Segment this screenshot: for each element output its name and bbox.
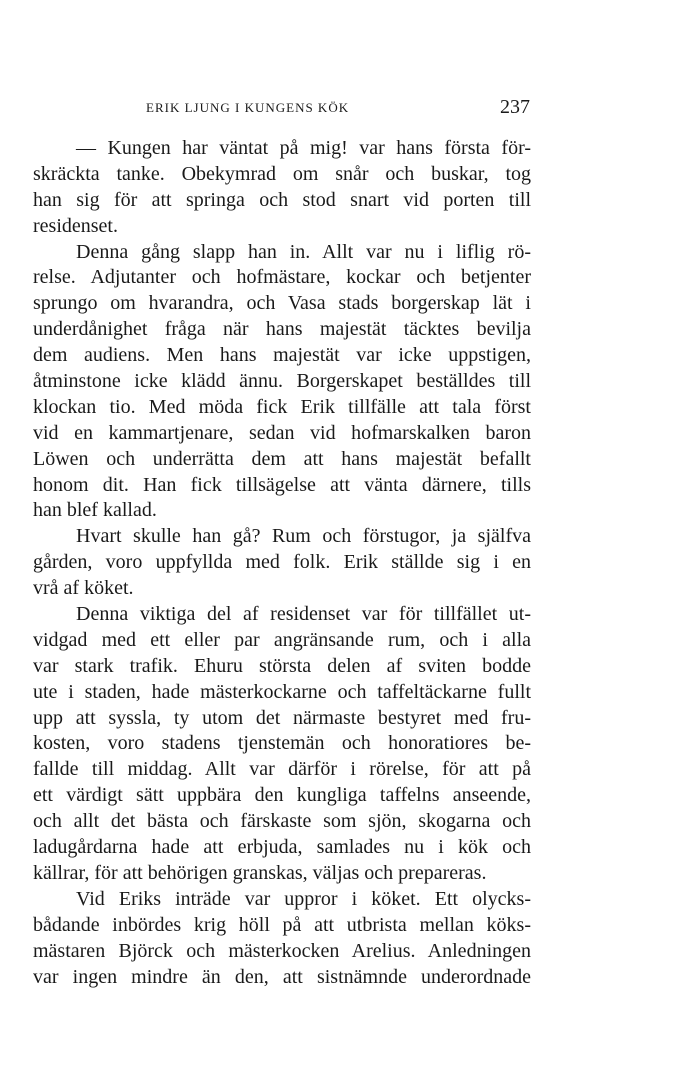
text-line: sprungo om hvarandra, och Vasa stads borgerskap lät i <box>33 292 531 315</box>
text-line: Vid Eriks inträde var uppror i köket. Ett olycks- <box>76 887 531 910</box>
page-number: 237 <box>500 96 530 118</box>
running-title: ERIK LJUNG I KUNGENS KÖK <box>146 100 350 115</box>
text-line: var ingen mindre än den, att sistnämnde underordnade <box>33 965 531 988</box>
text-line: upp att syssla, ty utom det närmaste bestyret med fru- <box>33 706 531 729</box>
text-line: källrar, för att behörigen granskas, väljas och prepareras. <box>33 861 487 884</box>
text-line: åtminstone icke klädd ännu. Borgerskapet beställdes till <box>33 370 531 393</box>
body-text <box>33 136 531 990</box>
text-line: Löwen och underrätta dem att hans majestät befallt <box>33 447 531 470</box>
text-line: kosten, voro stadens tjenstemän och honoratiores be- <box>33 732 531 755</box>
text-line: honom dit. Han fick tillsägelse att vänta därnere, tills <box>33 473 531 496</box>
text-line: han sig för att springa och stod snart vid porten till <box>33 188 531 211</box>
text-line: ladugårdarna hade att erbjuda, samlades nu i kök och <box>33 836 531 859</box>
text-line: och allt det bästa och färskaste som sjön, skogarna och <box>33 810 531 833</box>
text-line: underdånighet fråga när hans majestät täcktes bevilja <box>33 318 531 341</box>
text-line: ute i staden, hade mästerkockarne och taffeltäckarne fullt <box>33 680 531 703</box>
text-line: skräckta tanke. Obekymrad om snår och buskar, tog <box>33 162 531 185</box>
text-line: bådande inbördes krig höll på att utbrista mellan köks- <box>33 913 531 936</box>
text-line: — Kungen har väntat på mig! var hans första för- <box>76 137 531 159</box>
text-line: Denna gång slapp han in. Allt var nu i liflig rö- <box>76 240 531 263</box>
text-line: var stark trafik. Ehuru största delen af sviten bodde <box>33 654 531 677</box>
text-line: dem audiens. Men hans majestät var icke uppstigen, <box>33 344 531 367</box>
text-line: mästaren Björck och mästerkocken Arelius. Anledningen <box>33 939 531 962</box>
text-line: Hvart skulle han gå? Rum och förstugor, ja själfva <box>76 525 531 548</box>
text-line: klockan tio. Med möda fick Erik tillfälle att tala först <box>33 395 531 418</box>
text-line: ett värdigt sätt uppbära den kungliga taffelns anseende, <box>33 784 531 807</box>
text-line: fallde till middag. Allt var därför i rörelse, för att på <box>33 758 531 781</box>
text-line: han blef kallad. <box>33 499 157 522</box>
text-line: vrå af köket. <box>33 577 134 600</box>
text-line: vid en kammartjenare, sedan vid hofmarskalken baron <box>33 421 531 444</box>
text-line: relse. Adjutanter och hofmästare, kockar och betjenter <box>33 266 531 289</box>
text-line: residenset. <box>33 214 118 237</box>
text-line: gården, voro uppfyllda med folk. Erik ställde sig i en <box>33 551 531 574</box>
text-line: Denna viktiga del af residenset var för tillfället ut- <box>76 603 531 626</box>
running-head <box>36 96 532 122</box>
text-line: vidgad med ett eller par angränsande rum, och i alla <box>33 628 531 651</box>
